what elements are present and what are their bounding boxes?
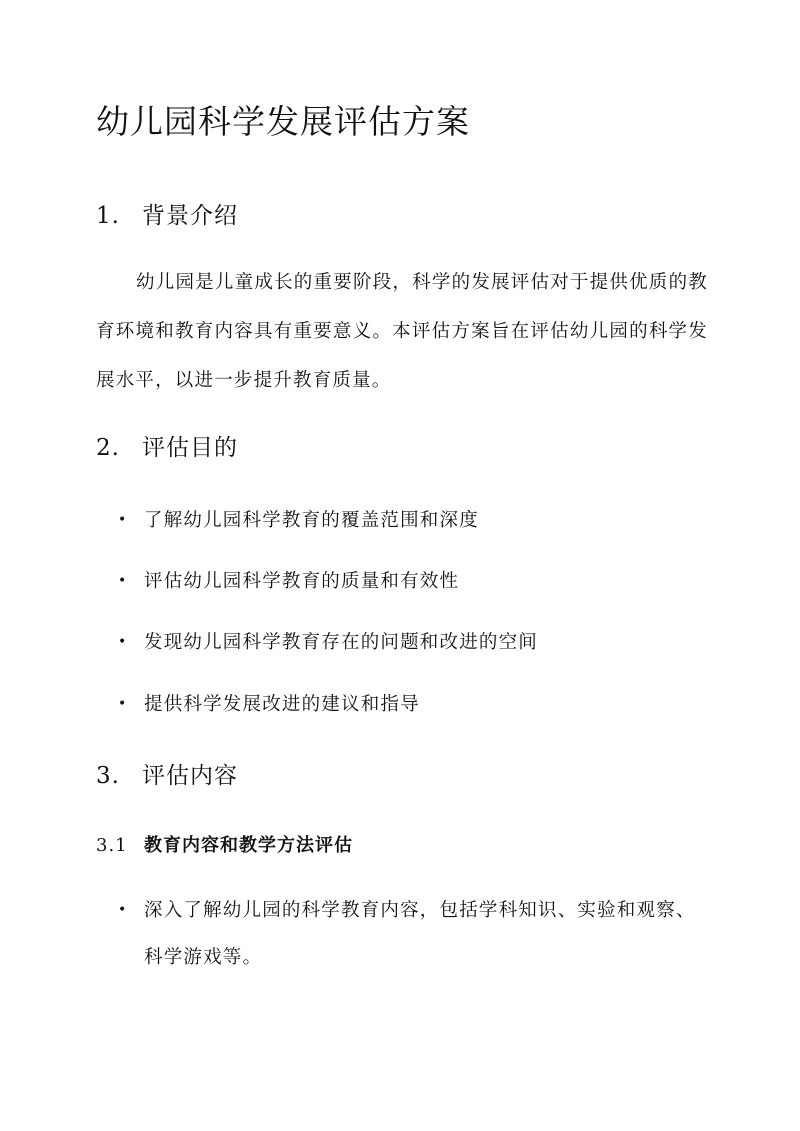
section-number: 3. (96, 763, 120, 789)
list-item-text: 提供科学发展改进的建议和指导 (144, 694, 420, 715)
list-item (118, 887, 708, 981)
subsection-title: 教育内容和教学方法评估 (144, 835, 353, 856)
bullet-icon: • (118, 512, 128, 528)
bullet-icon: • (118, 573, 128, 589)
section-heading-content (96, 757, 238, 790)
section-title: 评估目的 (142, 435, 238, 461)
section-title: 背景介绍 (142, 203, 238, 229)
subsection-heading (96, 831, 353, 857)
list-item (118, 619, 708, 666)
bullet-icon: • (118, 902, 128, 918)
list-item-text: 了解幼儿园科学教育的覆盖范围和深度 (144, 510, 479, 531)
section-heading-background (96, 197, 238, 230)
section-number: 2. (96, 435, 120, 461)
list-item (118, 681, 708, 728)
bullet-icon: • (118, 696, 128, 712)
subsection-number: 3.1 (96, 835, 128, 856)
list-item (118, 558, 708, 605)
section-title: 评估内容 (142, 763, 238, 789)
list-item-text: 发现幼儿园科学教育存在的问题和改进的空间 (144, 632, 539, 653)
document-title: 幼儿园科学发展评估方案 (96, 102, 470, 141)
list-item-text: 评估幼儿园科学教育的质量和有效性 (144, 571, 460, 592)
section-number: 1. (96, 203, 120, 229)
list-item (118, 497, 708, 544)
bullet-icon: • (118, 634, 128, 650)
background-paragraph: 幼儿园是儿童成长的重要阶段，科学的发展评估对于提供优质的教育环境和教育内容具有重要意义。本评估方案旨在评估幼儿园的科学发展水平，以进一步提升教育质量。 (96, 272, 708, 391)
list-item-text: 深入了解幼儿园的科学教育内容，包括学科知识、实验和观察、科学游戏等。 (144, 900, 696, 968)
section-heading-purpose (96, 429, 238, 462)
